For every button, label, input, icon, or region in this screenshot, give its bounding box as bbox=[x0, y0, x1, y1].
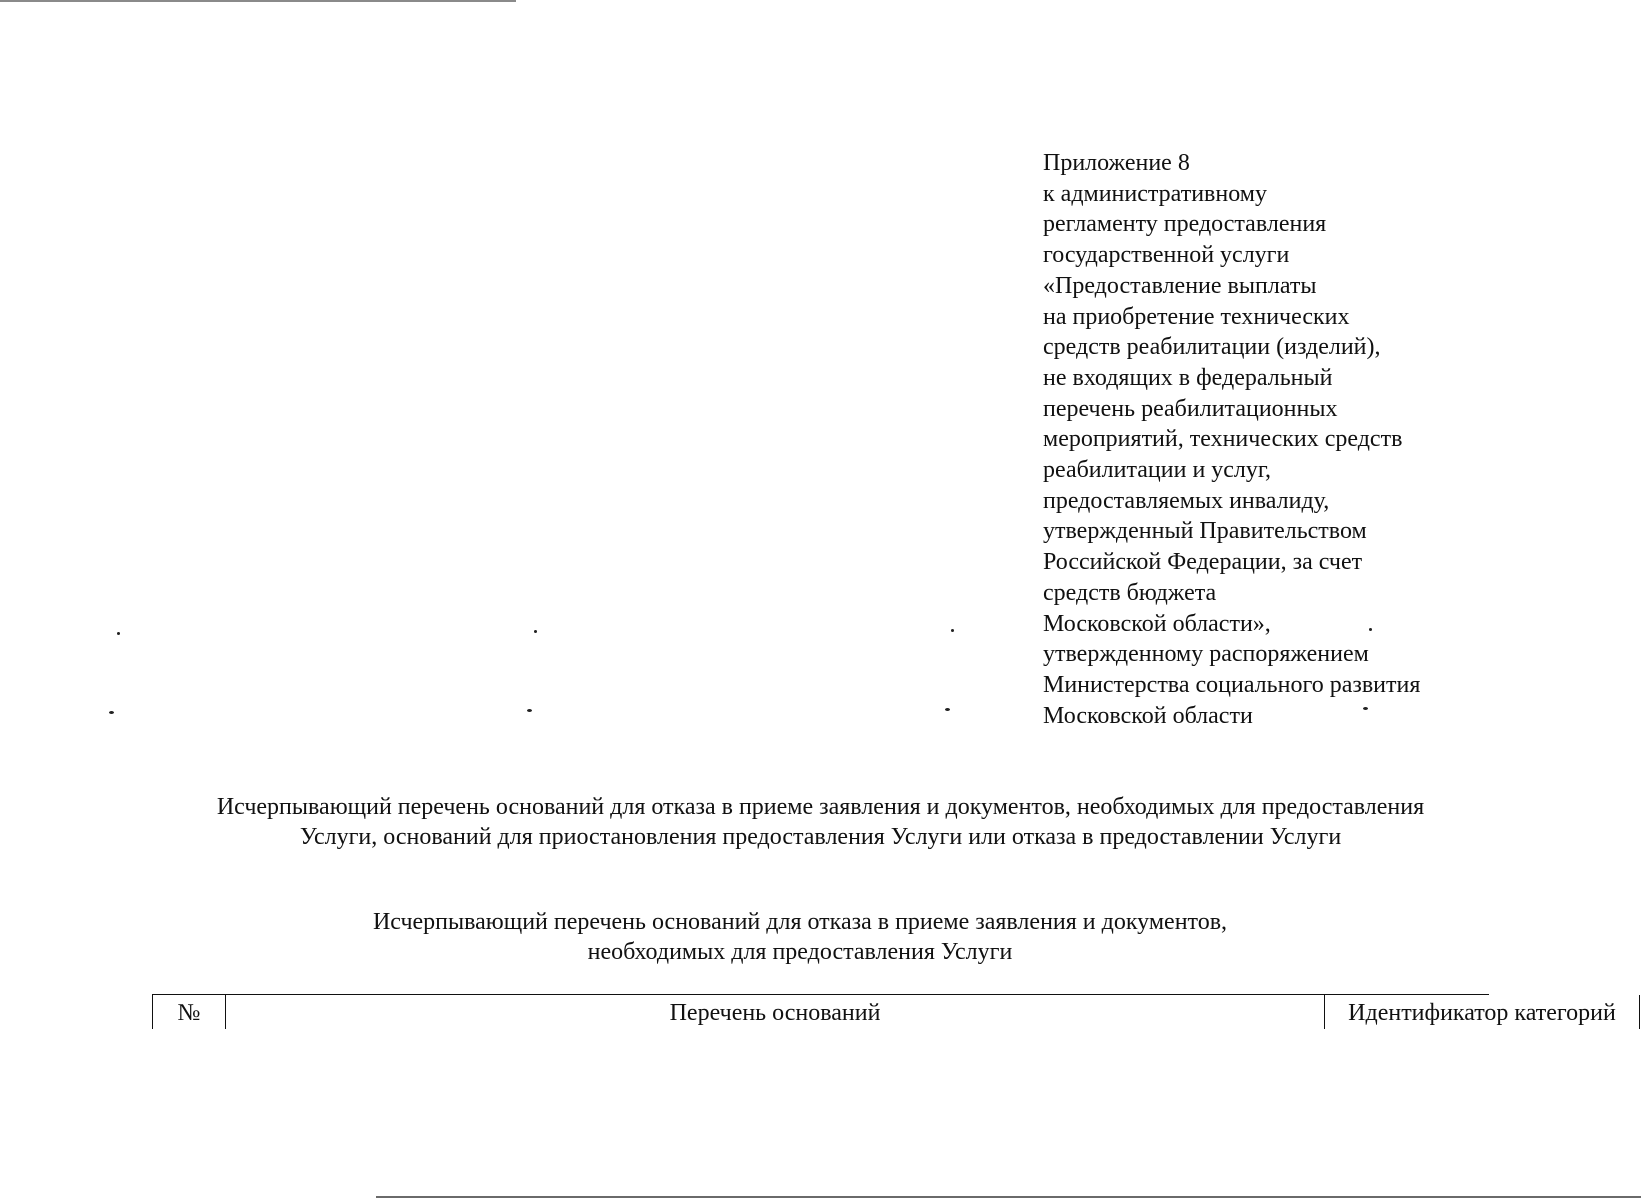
appendix-line: не входящих в федеральный bbox=[1043, 364, 1333, 391]
main-title-line-2: Услуги, оснований для приостановления предоставления Услуги или отказа в предоставлении Услуги bbox=[299, 824, 1342, 850]
appendix-line: мероприятий, технических средств bbox=[1043, 426, 1403, 453]
appendix-line: Приложение 8 bbox=[1043, 150, 1190, 176]
appendix-line: Российской Федерации, за счет bbox=[1043, 549, 1363, 576]
scan-speck bbox=[945, 708, 950, 711]
appendix-line: предоставляемых инвалиду, bbox=[1043, 487, 1330, 514]
appendix-line: утвержденный Правительством bbox=[1043, 518, 1367, 545]
section-title-line-2: необходимых для предоставления Услуги bbox=[587, 939, 1013, 965]
section-title-line-1: Исчерпывающий перечень оснований для отказа в приеме заявления и документов, bbox=[372, 909, 1228, 935]
appendix-line: средств реабилитации (изделий), bbox=[1043, 334, 1381, 361]
column-header-number: № bbox=[152, 995, 226, 1029]
main-title bbox=[80, 792, 1561, 852]
appendix-line: реабилитации и услуг, bbox=[1043, 457, 1272, 484]
appendix-line: к административному bbox=[1043, 180, 1267, 207]
appendix-line: средств бюджета bbox=[1043, 579, 1217, 606]
column-header-grounds: Перечень оснований bbox=[669, 1000, 881, 1026]
appendix-line: на приобретение технических bbox=[1043, 303, 1350, 330]
scan-edge-top bbox=[0, 0, 516, 2]
appendix-reference bbox=[1043, 148, 1523, 731]
appendix-line: государственной услуги bbox=[1043, 242, 1290, 269]
main-title-line-1: Исчерпывающий перечень оснований для отказа в приеме заявления и документов, необходимых для предоставления bbox=[216, 794, 1425, 820]
appendix-line: «Предоставление выплаты bbox=[1043, 272, 1317, 299]
section-title bbox=[300, 907, 1300, 967]
scan-speck bbox=[109, 711, 114, 714]
scan-speck bbox=[534, 630, 537, 633]
column-header-category-id: Идентификатор категорий bbox=[1324, 995, 1640, 1029]
scan-speck bbox=[527, 709, 532, 712]
scan-speck bbox=[117, 632, 120, 635]
appendix-line: Московской области bbox=[1043, 702, 1253, 729]
appendix-line: Министерства социального развития bbox=[1043, 671, 1421, 698]
scan-edge-bottom bbox=[376, 1196, 1641, 1198]
scan-speck bbox=[1363, 707, 1368, 710]
appendix-line: перечень реабилитационных bbox=[1043, 395, 1338, 422]
grounds-table-header bbox=[152, 994, 1616, 1031]
scan-speck bbox=[1369, 628, 1372, 631]
appendix-line: утвержденному распоряжением bbox=[1043, 641, 1369, 668]
scan-speck bbox=[951, 629, 954, 632]
appendix-line: Московской области», bbox=[1043, 610, 1271, 637]
appendix-line: регламенту предоставления bbox=[1043, 211, 1327, 238]
